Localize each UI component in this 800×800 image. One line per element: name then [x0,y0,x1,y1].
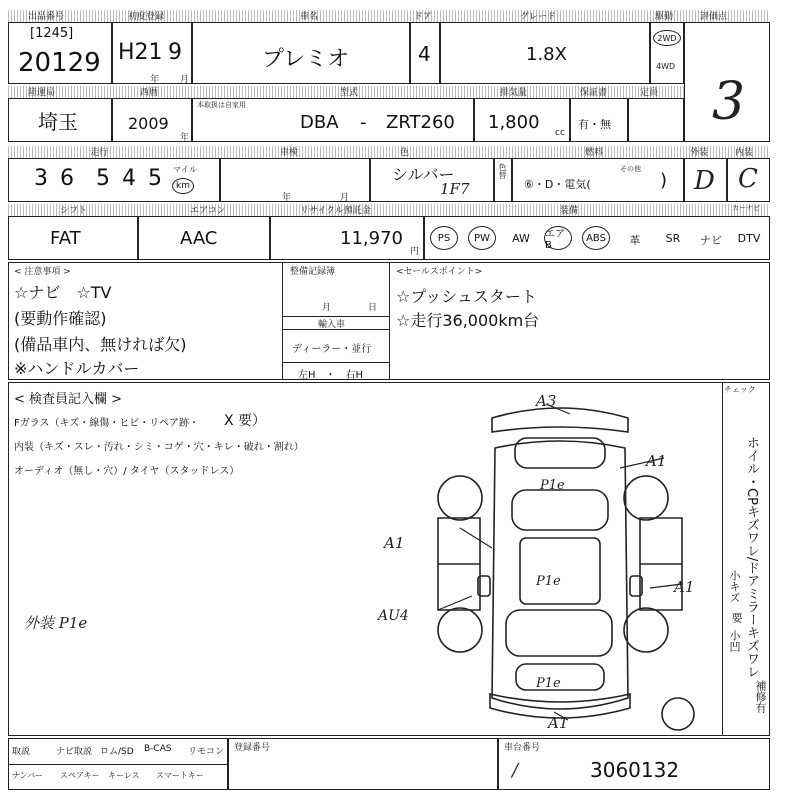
year-unit: 年 [180,133,190,143]
mileage-label: 走行 [90,148,109,158]
equipment-6: 革 [629,234,641,247]
notes-line-2: (要動作確認) [14,309,107,328]
wheel-front-left [438,608,482,652]
equipment-1: PS [430,226,458,250]
check-label: チェック [724,385,756,394]
roof [520,538,600,604]
glass-mark: X 要） [224,413,267,429]
footer-top-item-5: リモコン [188,747,225,757]
record-label: 保証書 [580,88,608,98]
fuel-other: その他 [620,165,641,173]
diagram-a1-top: A1 [646,452,667,470]
notes-label: < 注意事項 > [14,267,71,277]
equipment-8: ナビ [700,234,722,247]
fixed-label: 定員 [640,88,659,98]
check-vertical: ホイル・CPキズワレ/ドアミラーキズワレ [744,436,759,679]
ext-grade: D [694,166,715,196]
doors: 4 [418,42,431,66]
rear-glass [512,490,608,530]
handle-divider [283,362,389,363]
ac-label: エアコン [190,206,226,216]
wheel-front-right [624,608,668,652]
footer-bottom-item-1: ナンバー [12,771,44,780]
mileage-digit-2: 6 [60,166,74,191]
equipment-9: DTV [737,232,761,245]
lot-label: 出品番号 [28,12,65,22]
navi-label: カーナビ [732,204,760,212]
recycle-unit: 円 [410,247,420,257]
row4-header-band [8,204,770,216]
footer-bottom-item-4: スマートキー [156,771,204,780]
check-small-1: 小キズ [728,570,741,603]
recycle-value: 11,970 [340,228,403,249]
reg-month-unit: 月 [180,75,190,85]
year-western: 2009 [128,114,169,133]
color-prefix: 色替 [498,163,507,179]
ext-label: 外装 [690,148,709,158]
drive-4wd: 4WD [656,62,676,71]
diagram-p1e-mid: P1e [536,574,561,589]
diagram-au4: AU4 [378,608,409,624]
diagram-a1-bottom: A1 [548,714,569,732]
diagram-a1-left: A1 [384,534,405,552]
equipment-2: PW [468,226,496,250]
cc-label: 排気量 [500,88,528,98]
int-grade: C [738,164,758,194]
int-label: 内装 [735,148,754,158]
import-label: 輸入車 [318,320,346,330]
doors-label: ドア [414,12,432,22]
footer-top-item-4: B-CAS [144,744,172,754]
footer-top-item-2: ナビ取説 [56,747,93,757]
equipment-5: ABS [582,226,610,250]
handle: 左H ・ 右H [298,370,364,381]
grade-label: グレード [520,12,557,22]
footer-divider [8,764,228,765]
footer-top-item-1: 取説 [12,747,31,757]
fixed-cell [628,98,684,142]
mileage-digit-4: 4 [122,166,136,191]
reg-label: 初度登録 [128,12,165,22]
check-repair: 補修有 [754,680,767,713]
front-glass [506,610,612,656]
inspector-label: < 検査員記入欄 > [14,392,123,407]
lot-number: 20129 [18,48,101,78]
reg-month: 9 [168,40,182,65]
sales-label: <セールスポイント> [396,267,483,277]
footer-top-item-3: ロム/SD [100,747,134,757]
mileage-digit-1: 3 [34,166,48,191]
year-label: 西暦 [140,88,159,98]
record-label: 整備記録簿 [290,267,336,277]
reg-year: H21 [118,40,163,65]
name-label: 車名 [300,12,319,22]
footer-bottom-item-2: スペアキー [60,771,100,780]
reg-year-unit: 年 [150,75,160,85]
left-doors [438,518,480,610]
fuel-close: ) [660,170,668,191]
diagram-a1-right: A1 [674,578,695,596]
check-small-3: 小凹 [728,630,741,652]
audio-line: オーディオ（無し・穴）/ タイヤ（スタッドレス） [14,466,240,477]
transmission: FAT [50,228,81,249]
footer-bottom-item-3: キーレス [108,771,140,780]
displacement: 1,800 [488,112,540,133]
dealer: ディーラー・並行 [292,344,372,355]
wheel-rear-left [438,476,482,520]
score-label: 評価点 [700,12,728,22]
equip-label: 装備 [560,206,579,216]
notes-line-1: ☆ナビ ☆TV [14,283,112,302]
fuel-label: 燃料 [585,148,604,158]
sales-line-2: ☆走行36,000km台 [396,311,540,330]
right-doors [640,518,682,610]
rear-bumper [492,408,628,432]
warranty: 有・無 [578,118,611,131]
drive-2wd: 2WD [653,30,681,46]
equipment-7: SR [665,232,681,245]
record-month: 月 [322,303,332,313]
trans-label: シフト [60,206,88,216]
diagram-a3: A3 [536,392,557,410]
region-label: 陸運局 [28,88,56,98]
equipment-4: エアB [544,226,572,250]
sales-line-1: ☆プッシュスタート [396,287,537,306]
aircon: AAC [180,228,218,249]
lot-bracket: [1245] [30,26,74,41]
private-label: 本取扱は自家用 [197,101,246,109]
model-prefix: DBA [300,112,339,133]
region: 埼玉 [38,110,78,134]
inspection-month: 月 [340,193,350,203]
diagram-p1e-bottom: P1e [536,676,561,691]
mileage-digit-5: 5 [148,166,162,191]
model-code: ZRT260 [386,112,455,133]
mileage-unit-km: km [172,178,194,194]
car-name: プレミオ [262,47,350,72]
notes-line-3: (備品車内、無ければ欠) [14,335,187,354]
car-number-mark: / [512,760,519,781]
diagram-p1e-top: P1e [540,478,565,493]
equipment-3: AW [512,232,530,245]
wheel-rear-right [624,476,668,520]
recycle-label: リサイクル預託金 [300,206,371,216]
color-name: シルバー [392,165,455,184]
check-small-2: 要 [730,612,743,623]
drive-label: 駆動 [655,12,674,22]
model-dash: - [360,112,367,133]
mileage-unit-mile: マイル [173,165,197,174]
reg-number-label: 登録番号 [234,743,271,753]
color-code: 1F7 [440,180,470,198]
car-number: 3060132 [590,758,680,782]
color-label: 色 [400,148,410,158]
fuel-options: ⑥・D・電気( [524,178,591,191]
handwritten-exterior: 外装 P1e [24,614,88,632]
interior-line: 内装（キズ・スレ・汚れ・シミ・コゲ・穴・キレ・破れ・割れ） [14,442,304,453]
displacement-unit: cc [555,128,565,138]
row3-header-band [8,146,770,158]
score: 3 [712,72,746,132]
grade: 1.8X [526,44,567,65]
glass-line: Fガラス（キズ・線傷・ヒビ・リペア跡・ [14,418,200,429]
inspection-year: 年 [282,193,292,203]
model-label: 型式 [340,88,359,98]
record-day: 日 [368,303,378,313]
inspection-label: 車検 [280,148,299,158]
mileage-digit-3: 5 [96,166,110,191]
spare-tire [662,698,694,730]
car-number-label: 車台番号 [504,743,541,753]
notes-line-4: ※ハンドルカバー [14,359,140,378]
